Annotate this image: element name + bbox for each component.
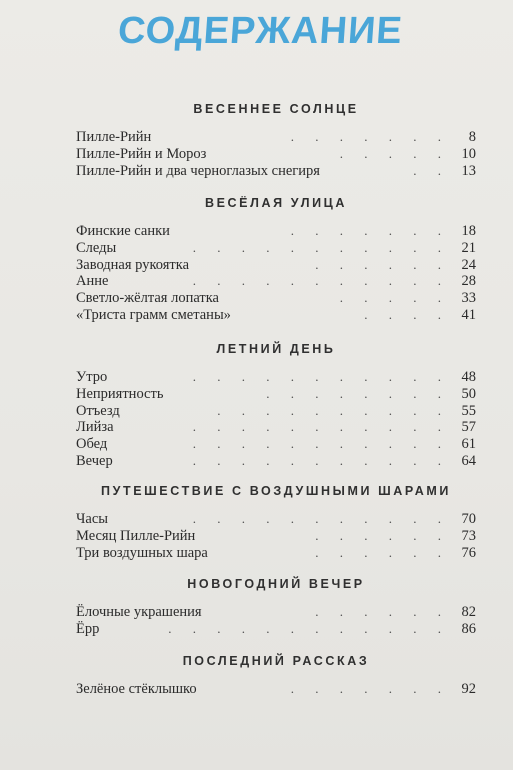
page-number: 21 [461,239,476,256]
toc-entry[interactable] [76,681,476,698]
leader-dots: . . . . . [339,145,450,161]
toc-entry[interactable] [76,163,476,180]
toc-entry[interactable] [76,511,476,528]
leader-dots: . . . . . . . . [266,385,450,401]
entry-title: Утро [76,369,108,385]
toc-entry[interactable] [76,403,476,420]
leader-dots: . . . . . . [315,544,450,560]
leader-dots: . . . . . . . . . . . [192,239,450,255]
entry-title: Ёлочные украшения [76,604,202,620]
toc-entry[interactable] [76,545,476,562]
section-title: НОВОГОДНИЙ ВЕЧЕР [187,577,365,591]
entry-title: Месяц Пилле-Рийн [76,527,196,544]
page-number: 28 [461,273,476,290]
entry-title: Обед [76,436,108,453]
toc-entry[interactable] [76,369,476,386]
entry-title: Анне [76,273,109,290]
page-number: 76 [461,544,476,561]
toc-entry[interactable] [76,419,476,436]
page-number: 55 [461,402,476,419]
leader-dots: . . . . . . [315,256,450,272]
leader-dots: . . . . . . . . . . . . [168,620,450,636]
entry-title: Вечер [76,452,113,469]
toc-entry[interactable] [76,240,476,257]
entry-title: Пилле-Рийн и Мороз [76,145,207,162]
leader-dots: . . . . . . . [290,223,450,238]
leader-dots: . . . . . . . . . . . [192,419,450,435]
page-number: 92 [461,681,476,697]
page-number: 33 [461,290,476,307]
entry-title: Пилле-Рийн и два черноглазых снегиря [76,162,320,179]
page-number: 64 [461,452,476,469]
entry-title: Заводная рукоятка [76,256,190,273]
toc-section [76,194,476,324]
toc-entry[interactable] [76,453,476,470]
page-number: 24 [461,256,476,273]
entry-title: Неприятность [76,385,164,402]
toc-section [76,575,476,638]
page-number: 82 [461,604,476,620]
page-number: 70 [461,511,476,527]
page-number: 41 [461,306,476,323]
page-number: 8 [468,129,476,145]
leader-dots: . . [413,162,450,178]
toc-entry[interactable] [76,223,476,240]
toc-section [76,100,476,179]
leader-dots: . . . . . . . . . . [217,402,450,418]
section-title: ЛЕТНИЙ ДЕНЬ [216,342,336,356]
entry-title: Следы [76,239,117,256]
page-number: 18 [461,223,476,239]
page-number: 61 [461,436,476,453]
toc-entry[interactable] [76,290,476,307]
page-title: СОДЕРЖАНИЕ [116,10,405,52]
entry-title: Ёрр [76,620,100,637]
toc-section [76,482,476,561]
leader-dots: . . . . . . . . . . . [192,511,450,526]
toc-entry[interactable] [76,436,476,453]
toc-entry[interactable] [76,146,476,163]
entry-title: Финские санки [76,223,170,239]
entry-title: Отъезд [76,402,120,419]
entry-title: Три воздушных шара [76,544,208,561]
toc-entry[interactable] [76,257,476,274]
section-title: ПОСЛЕДНИЙ РАССКАЗ [182,654,370,668]
entry-title: Зелёное стёклышко [76,681,197,697]
leader-dots: . . . . . . . [290,681,450,696]
page-number: 13 [461,162,476,179]
leader-dots: . . . . . . . . . . . [192,273,450,289]
leader-dots: . . . . . . . . . . . [192,369,450,384]
leader-dots: . . . . . [339,290,450,306]
toc-entry[interactable] [76,129,476,146]
toc-entry[interactable] [76,386,476,403]
toc-section [76,652,476,698]
entry-title: Лийза [76,419,114,436]
page-number: 57 [461,419,476,436]
toc-entry[interactable] [76,307,476,324]
entry-title: Пилле-Рийн [76,129,152,145]
section-title: ПУТЕШЕСТВИЕ С ВОЗДУШНЫМИ ШАРАМИ [101,484,451,498]
toc-section [76,340,476,470]
leader-dots: . . . . . . [315,604,450,619]
leader-dots: . . . . . . . [290,129,450,144]
leader-dots: . . . . . . . . . . . [192,452,450,468]
section-title: ВЕСЁЛАЯ УЛИЦА [204,196,348,210]
toc-entry[interactable] [76,621,476,638]
toc-entry[interactable] [76,604,476,621]
toc-entry[interactable] [76,528,476,545]
leader-dots: . . . . [364,306,450,322]
page-number: 73 [461,527,476,544]
section-title: ВЕСЕННЕЕ СОЛНЦЕ [193,102,359,116]
leader-dots: . . . . . . [315,527,450,543]
leader-dots: . . . . . . . . . . . [192,436,450,452]
entry-title: «Триста грамм сметаны» [76,306,231,323]
entry-title: Часы [76,511,109,527]
entry-title: Светло-жёлтая лопатка [76,290,219,307]
page-number: 48 [461,369,476,385]
page-number: 10 [461,145,476,162]
page-number: 86 [461,620,476,637]
page-number: 50 [461,385,476,402]
toc-entry[interactable] [76,273,476,290]
